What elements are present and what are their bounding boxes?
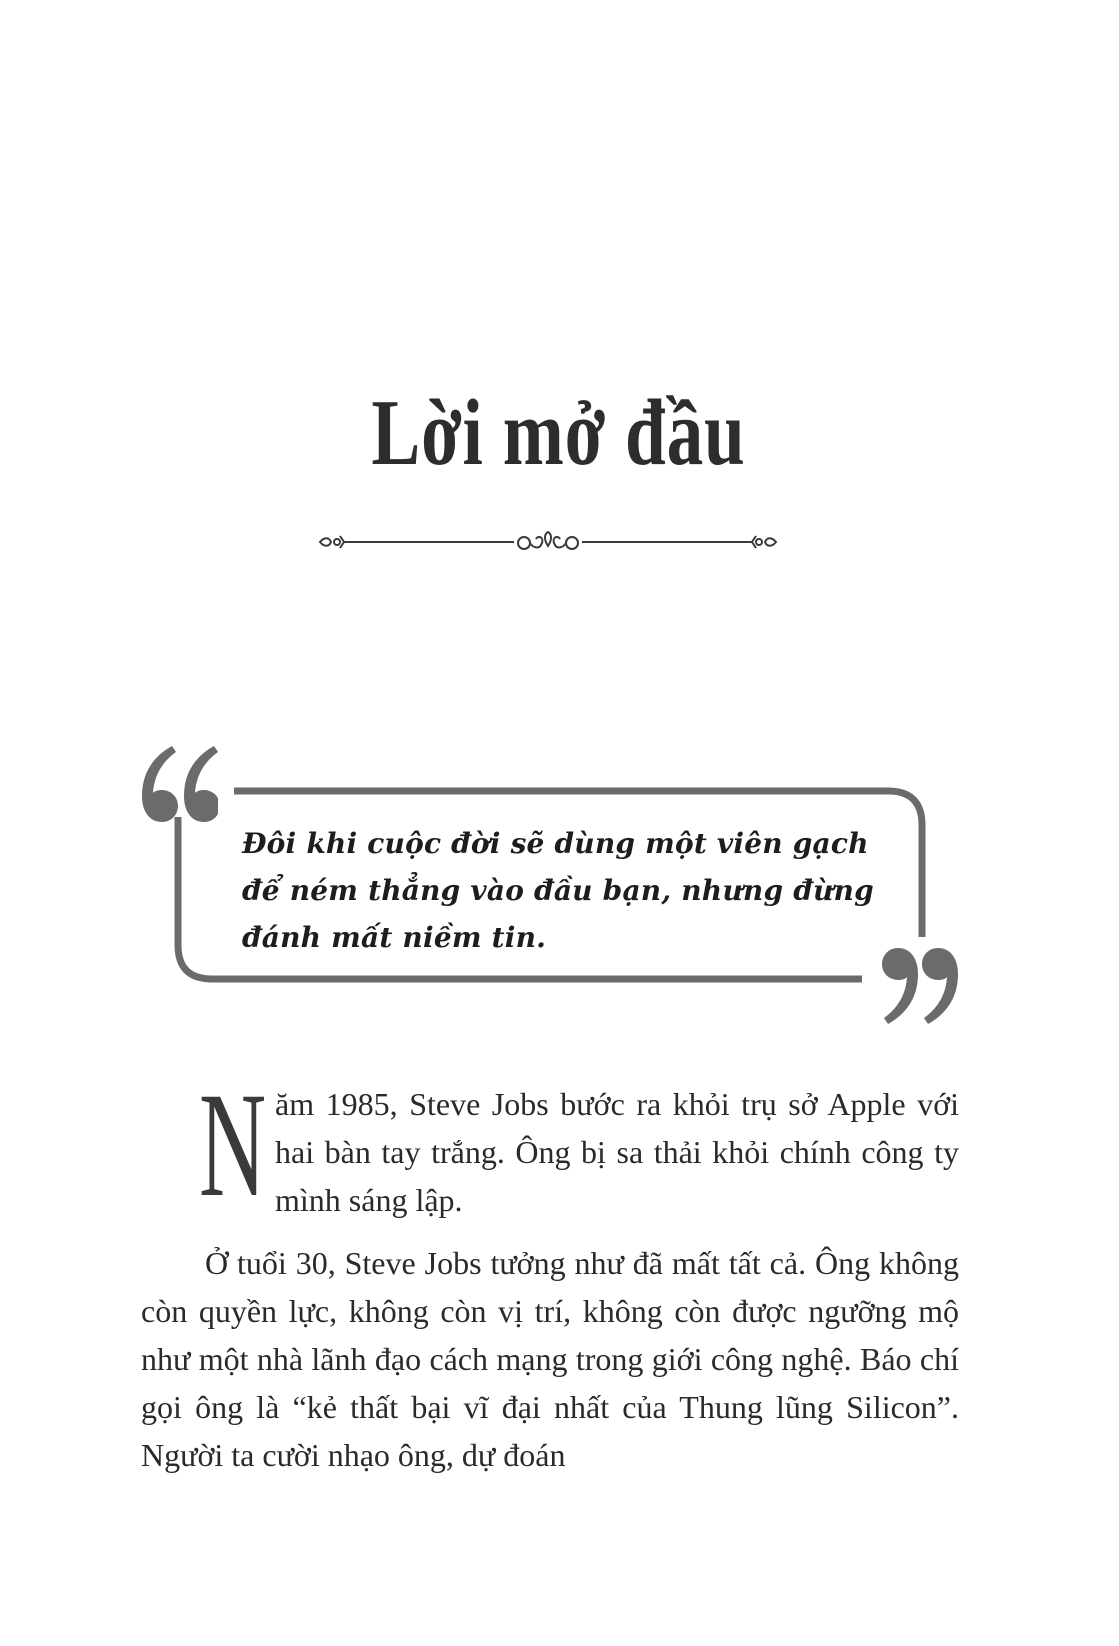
chapter-title: Lời mở đầu: [371, 381, 746, 485]
paragraph-1: [141, 1062, 959, 1228]
paragraph-2: Ở tuổi 30, Steve Jobs tưởng như đã mất tất cả. Ông không còn quyền lực, không còn vị trí, không còn được ngưỡng mộ như một nhà lãnh đạo cách mạng trong giới công nghệ. Báo chí gọi ông là “kẻ thất bại vĩ đại nhất của Thung lũng Silicon”. Người ta cười nhạo ông, dự đoán: [141, 1245, 959, 1473]
paragraph-1-text: ăm 1985, Steve Jobs bước ra khỏi trụ sở Apple với hai bàn tay trắng. Ông bị sa thải khỏi chính công ty mình sáng lập.: [275, 1086, 959, 1218]
close-quote-icon: [882, 942, 966, 1032]
quote-text: Đôi khi cuộc đời sẽ dùng một viên gạch để ném thẳng vào đầu bạn, nhưng đừng đánh mất niềm tin.: [242, 827, 874, 954]
body-text: [141, 1062, 959, 1479]
scroll-divider-icon: [318, 530, 778, 554]
open-quote-icon: [134, 738, 218, 828]
drop-cap: N: [199, 1062, 267, 1228]
